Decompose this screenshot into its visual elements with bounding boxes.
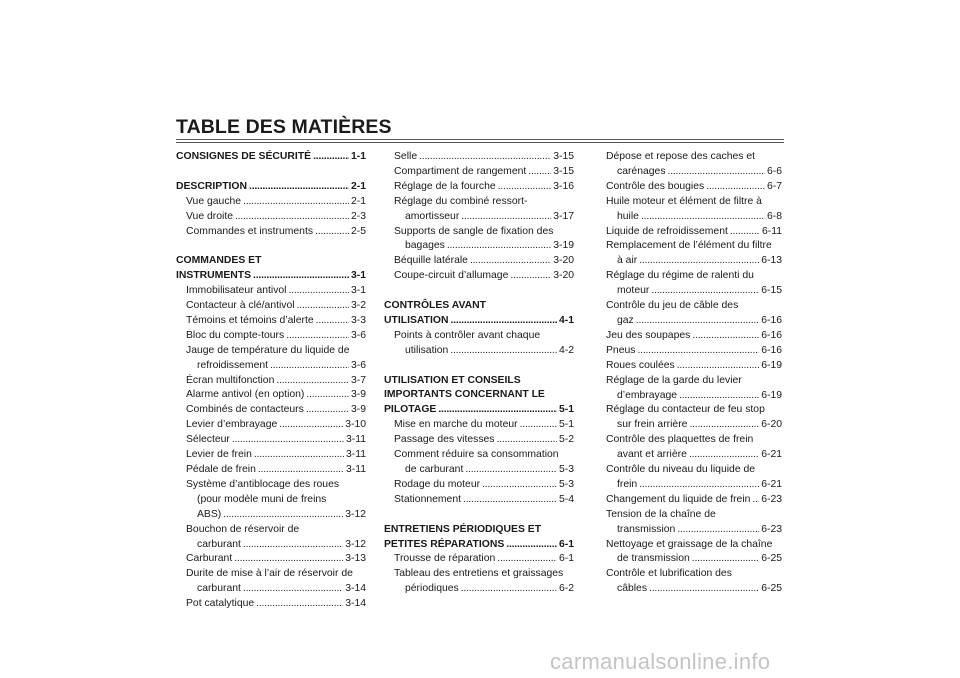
toc-entry-text: sur frein arrière xyxy=(617,419,688,431)
toc-page-number: 3-11 xyxy=(345,464,366,475)
dot-leader xyxy=(243,538,343,553)
toc-page-number: 5-2 xyxy=(558,434,574,446)
dot-leader xyxy=(450,344,557,359)
dot-leader xyxy=(498,180,552,195)
dot-leader xyxy=(752,493,759,508)
toc-page-number: 3-9 xyxy=(350,404,366,416)
toc-entry-text: Réglage du combiné ressort- xyxy=(394,195,528,207)
dot-leader xyxy=(689,418,759,433)
toc-entry-text: Sélecteur xyxy=(186,434,230,446)
dot-leader xyxy=(677,523,759,538)
dot-leader xyxy=(465,463,557,478)
toc-entry-text: (pour modèle muni de freins xyxy=(197,493,327,505)
dot-leader xyxy=(306,403,349,418)
toc-entry[interactable] xyxy=(596,239,782,269)
toc-entry-text: Contrôle des plaquettes de frein xyxy=(606,434,754,446)
toc-entry[interactable] xyxy=(176,374,366,389)
dot-leader xyxy=(419,150,551,165)
dot-leader xyxy=(234,552,343,567)
toc-page-number: 1-1 xyxy=(350,151,366,162)
dot-leader xyxy=(447,239,551,254)
dot-leader xyxy=(270,359,349,374)
toc-entry-text: Contacteur à clé/antivol xyxy=(186,300,295,312)
dot-leader xyxy=(692,552,759,567)
toc-entry-text: Vue droite xyxy=(186,210,233,222)
toc-entry-text: Pot catalytique xyxy=(186,598,255,610)
toc-page-number: 3-14 xyxy=(345,583,366,595)
toc-entry-text: Réglage de la garde du levier xyxy=(606,374,742,386)
toc-entry-text: Bouchon de réservoir de xyxy=(186,523,300,535)
toc-entry-text: carénages xyxy=(617,165,666,177)
dot-leader xyxy=(249,180,349,195)
toc-entry[interactable] xyxy=(384,165,574,180)
toc-page-number: 3-3 xyxy=(350,314,366,326)
toc-page-number: 3-10 xyxy=(345,419,366,431)
dot-leader xyxy=(297,299,349,314)
toc-entry[interactable] xyxy=(384,552,574,567)
dot-leader xyxy=(470,254,551,269)
toc-page-number: 3-1 xyxy=(350,285,366,297)
toc-entry-text: Pneus xyxy=(606,344,636,356)
toc-entry-text: COMMANDES ET xyxy=(176,255,262,267)
dot-leader xyxy=(258,463,344,478)
toc-entry-text: transmission xyxy=(617,523,676,535)
toc-entry-text: Huile moteur et élément de filtre à xyxy=(606,195,762,207)
toc-entry-text: bagages xyxy=(405,240,445,252)
toc-page-number: 5-3 xyxy=(558,464,574,475)
toc-entry-text: Alarme antivol (en option) xyxy=(186,389,305,401)
toc-entry-text: Pédale de frein xyxy=(186,464,256,475)
toc-entry[interactable] xyxy=(176,523,366,553)
toc-entry[interactable] xyxy=(384,180,574,195)
toc-page-number: 3-12 xyxy=(345,508,366,520)
toc-entry-text: amortisseur xyxy=(405,210,460,222)
toc-entry[interactable] xyxy=(176,299,366,314)
toc-entry[interactable] xyxy=(384,418,574,433)
toc-entry-text: Points à contrôler avant chaque xyxy=(394,329,541,341)
toc-entry-text: Coupe-circuit d’allumage xyxy=(394,270,509,282)
dot-leader xyxy=(692,329,759,344)
toc-page-number: 3-11 xyxy=(345,434,366,446)
toc-entry-text: Rodage du moteur xyxy=(394,478,481,490)
toc-spacer xyxy=(384,508,574,523)
toc-page-number: 6-19 xyxy=(761,359,782,371)
toc-entry[interactable] xyxy=(384,478,574,493)
toc-entry[interactable] xyxy=(596,463,782,493)
dot-leader xyxy=(243,195,349,210)
toc-column-2 xyxy=(384,150,574,597)
dot-leader xyxy=(639,254,759,269)
toc-page-number: 6-19 xyxy=(761,389,782,401)
dot-leader xyxy=(497,433,557,448)
toc-entry[interactable] xyxy=(596,433,782,463)
toc-spacer xyxy=(176,165,366,180)
toc-page-number: 5-1 xyxy=(558,404,574,416)
toc-section-entry[interactable] xyxy=(176,254,366,284)
toc-entry-text: Combinés de contacteurs xyxy=(186,404,304,416)
toc-entry-text: de carburant xyxy=(405,464,464,475)
dot-leader xyxy=(636,314,759,329)
toc-entry-text: refroidissement xyxy=(197,359,269,371)
toc-entry[interactable] xyxy=(176,403,366,418)
toc-page-number: 3-16 xyxy=(553,180,574,192)
toc-page-number: 3-7 xyxy=(350,374,366,386)
toc-entry-text: Levier d’embrayage xyxy=(186,419,278,431)
toc-entry[interactable] xyxy=(384,329,574,359)
dot-leader xyxy=(235,210,349,225)
toc-entry[interactable] xyxy=(176,418,366,433)
toc-entry-text: Durite de mise à l’air de réservoir de xyxy=(186,568,353,580)
toc-entry-text: Mise en marche du moteur xyxy=(394,419,518,431)
toc-entry-text: Témoins et témoins d’alerte xyxy=(186,314,314,326)
toc-page-number: 6-21 xyxy=(761,478,782,490)
dot-leader xyxy=(315,225,349,240)
toc-page-number: 2-5 xyxy=(350,225,366,237)
toc-entry-text: Béquille latérale xyxy=(394,255,468,267)
toc-entry[interactable] xyxy=(176,314,366,329)
dot-leader xyxy=(313,150,349,165)
toc-page-number: 6-11 xyxy=(761,225,782,237)
toc-entry-text: Réglage du contacteur de feu stop xyxy=(606,404,765,416)
toc-entry[interactable] xyxy=(384,195,574,225)
toc-page-number: 2-1 xyxy=(350,180,366,192)
toc-page-number: 6-15 xyxy=(761,285,782,297)
toc-spacer xyxy=(176,239,366,254)
dot-leader xyxy=(510,269,551,284)
toc-page-number: 3-1 xyxy=(350,270,366,282)
dot-leader xyxy=(253,269,349,284)
toc-spacer xyxy=(384,359,574,374)
toc-entry[interactable] xyxy=(596,403,782,433)
toc-page-number: 6-1 xyxy=(558,538,574,550)
toc-entry[interactable] xyxy=(176,329,366,344)
toc-entry[interactable] xyxy=(384,269,574,284)
dot-leader xyxy=(243,582,343,597)
toc-entry-text: Remplacement de l’élément du filtre xyxy=(606,240,772,252)
toc-entry-text: d’embrayage xyxy=(617,389,678,401)
toc-entry-text: Système d’antiblocage des roues xyxy=(186,478,340,490)
toc-entry[interactable] xyxy=(176,478,366,523)
toc-spacer xyxy=(384,284,574,299)
page-title: TABLE DES MATIÈRES xyxy=(176,116,392,138)
toc-page-number: 6-13 xyxy=(761,255,782,267)
toc-page-number: 6-2 xyxy=(558,583,574,595)
dot-leader xyxy=(461,210,551,225)
toc-entry-text: Stationnement xyxy=(394,493,462,505)
toc-page-number: 6-16 xyxy=(761,314,782,326)
toc-entry[interactable] xyxy=(176,433,366,448)
dot-leader xyxy=(288,284,348,299)
title-rule xyxy=(176,139,784,143)
toc-entry-text: Réglage de la fourche xyxy=(394,180,496,192)
toc-page-number: 6-16 xyxy=(761,344,782,356)
toc-entry[interactable] xyxy=(176,284,366,299)
dot-leader xyxy=(641,210,765,225)
toc-entry[interactable] xyxy=(596,269,782,299)
toc-section-entry[interactable] xyxy=(384,374,574,419)
toc-section-entry[interactable] xyxy=(176,150,366,165)
toc-entry-text: carburant xyxy=(197,538,241,550)
dot-leader xyxy=(306,388,349,403)
toc-page-number: 3-15 xyxy=(553,151,574,162)
toc-page-number: 6-23 xyxy=(761,523,782,535)
toc-column-3 xyxy=(596,150,782,597)
toc-page-number: 3-13 xyxy=(345,553,366,565)
toc-column-1 xyxy=(176,150,366,612)
toc-entry-text: avant et arrière xyxy=(617,449,687,461)
toc-entry-text: Levier de frein xyxy=(186,449,252,461)
toc-entry[interactable] xyxy=(176,344,366,374)
toc-entry[interactable] xyxy=(596,195,782,225)
dot-leader xyxy=(286,329,349,344)
toc-page-number: 6-6 xyxy=(766,165,782,177)
toc-page-number: 3-20 xyxy=(553,270,574,282)
toc-page-number: 6-1 xyxy=(558,553,574,565)
toc-page-number: 3-12 xyxy=(345,538,366,550)
toc-entry[interactable] xyxy=(384,448,574,478)
dot-leader xyxy=(438,403,557,418)
toc-page-number: 5-4 xyxy=(558,493,574,505)
watermark: carmanualsonline.info xyxy=(550,649,771,674)
toc-page-number: 6-25 xyxy=(761,583,782,595)
dot-leader xyxy=(677,359,759,374)
toc-entry-text: Contrôle et lubrification des xyxy=(606,568,732,580)
toc-page-number: 4-2 xyxy=(558,344,574,356)
dot-leader xyxy=(316,314,349,329)
toc-entry-text: Trousse de réparation xyxy=(394,553,496,565)
toc-entry-text: DESCRIPTION xyxy=(176,180,248,192)
toc-entry-text: Compartiment de rangement xyxy=(394,165,527,177)
toc-entry[interactable] xyxy=(176,195,366,210)
dot-leader xyxy=(689,448,759,463)
toc-page-number: 3-6 xyxy=(350,329,366,341)
toc-entry-text: Contrôle du niveau du liquide de xyxy=(606,464,756,476)
toc-page-number: 3-11 xyxy=(345,449,366,461)
toc-entry[interactable] xyxy=(596,567,782,597)
toc-entry[interactable] xyxy=(176,225,366,240)
toc-entry-text: IMPORTANTS CONCERNANT LE xyxy=(384,389,545,401)
toc-entry-text: Jeu des soupapes xyxy=(606,329,691,341)
toc-page-number: 5-1 xyxy=(558,419,574,431)
toc-entry[interactable] xyxy=(176,388,366,403)
toc-entry-text: Dépose et repose des caches et xyxy=(606,151,756,162)
toc-entry[interactable] xyxy=(596,150,782,180)
toc-entry-text: Bloc du compte-tours xyxy=(186,329,285,341)
toc-page-number: 3-15 xyxy=(553,165,574,177)
toc-entry-text: Commandes et instruments xyxy=(186,225,314,237)
toc-entry-text: PETITES RÉPARATIONS xyxy=(384,538,505,550)
toc-entry-text: Changement du liquide de frein xyxy=(606,493,751,505)
toc-entry-text: Vue gauche xyxy=(186,195,242,207)
toc-page-number: 3-6 xyxy=(350,359,366,371)
toc-entry-text: ENTRETIENS PÉRIODIQUES ET xyxy=(384,523,542,535)
toc-page-number: 6-16 xyxy=(761,329,782,341)
dot-leader xyxy=(679,389,759,404)
toc-entry[interactable] xyxy=(176,552,366,567)
toc-entry-text: UTILISATION xyxy=(384,314,449,326)
toc-page-number: 6-7 xyxy=(766,180,782,192)
toc-page-number: 5-3 xyxy=(558,478,574,490)
toc-page-number: 6-25 xyxy=(761,553,782,565)
toc-entry[interactable] xyxy=(176,210,366,225)
dot-leader xyxy=(706,180,765,195)
dot-leader xyxy=(506,538,557,553)
toc-entry-text: Tension de la chaîne de xyxy=(606,508,716,520)
toc-entry-text: à air xyxy=(617,255,638,267)
toc-entry-text: CONSIGNES DE SÉCURITÉ xyxy=(176,151,312,162)
toc-entry[interactable] xyxy=(384,433,574,448)
toc-entry-text: Contrôle des bougies xyxy=(606,180,705,192)
dot-leader xyxy=(223,508,343,523)
toc-entry[interactable] xyxy=(596,508,782,538)
toc-entry[interactable] xyxy=(596,374,782,404)
toc-entry-text: de transmission xyxy=(617,553,690,565)
dot-leader xyxy=(482,478,557,493)
toc-entry-text: Passage des vitesses xyxy=(394,434,495,446)
toc-entry[interactable] xyxy=(596,180,782,195)
dot-leader xyxy=(254,448,344,463)
toc-entry-text: Supports de sangle de fixation des xyxy=(394,225,554,237)
dot-leader xyxy=(256,597,343,612)
toc-page-number: 6-23 xyxy=(761,493,782,505)
toc-entry-text: Nettoyage et graissage de la chaîne xyxy=(606,538,773,550)
toc-entry-text: Contrôle du jeu de câble des xyxy=(606,300,739,312)
toc-entry-text: frein xyxy=(617,478,638,490)
toc-entry-text: Roues coulées xyxy=(606,359,675,371)
toc-entry[interactable] xyxy=(596,344,782,359)
toc-entry[interactable] xyxy=(596,329,782,344)
toc-entry[interactable] xyxy=(596,538,782,568)
toc-page-number: 3-14 xyxy=(345,598,366,610)
dot-leader xyxy=(651,284,759,299)
toc-entry[interactable] xyxy=(596,359,782,374)
dot-leader xyxy=(279,418,343,433)
dot-leader xyxy=(463,493,557,508)
toc-entry-text: Tableau des entretiens et graissages xyxy=(394,568,564,580)
toc-page-number: 2-3 xyxy=(350,210,366,222)
dot-leader xyxy=(637,344,759,359)
dot-leader xyxy=(520,418,557,433)
dot-leader xyxy=(450,314,557,329)
toc-entry[interactable] xyxy=(176,567,366,597)
toc-entry[interactable] xyxy=(176,448,366,463)
toc-page-number: 6-20 xyxy=(761,419,782,431)
toc-entry-text: Liquide de refroidissement xyxy=(606,225,728,237)
toc-entry-text: Immobilisateur antivol xyxy=(186,285,287,297)
toc-entry[interactable] xyxy=(176,463,366,478)
toc-page-number: 3-9 xyxy=(350,389,366,401)
toc-entry-text: gaz xyxy=(617,314,634,326)
dot-leader xyxy=(730,225,760,240)
toc-section-entry[interactable] xyxy=(176,180,366,195)
toc-entry-text: carburant xyxy=(197,583,241,595)
toc-entry-text: moteur xyxy=(617,285,650,297)
toc-page-number: 2-1 xyxy=(350,195,366,207)
toc-section-entry[interactable] xyxy=(384,299,574,329)
dot-leader xyxy=(528,165,551,180)
toc-entry-text: CONTRÔLES AVANT xyxy=(384,300,486,312)
dot-leader xyxy=(497,552,557,567)
toc-entry-text: huile xyxy=(617,210,639,222)
toc-entry[interactable] xyxy=(384,567,574,597)
toc-entry-text: PILOTAGE xyxy=(384,404,437,416)
toc-entry[interactable] xyxy=(384,493,574,508)
toc-entry-text: Jauge de température du liquide de xyxy=(186,344,350,356)
toc-entry[interactable] xyxy=(176,597,366,612)
toc-entry-text: Écran multifonction xyxy=(186,374,275,386)
toc-entry[interactable] xyxy=(596,299,782,329)
toc-entry[interactable] xyxy=(596,493,782,508)
toc-page-number: 6-8 xyxy=(766,210,782,222)
toc-page-number: 6-21 xyxy=(761,449,782,461)
dot-leader xyxy=(232,433,344,448)
toc-entry-text: Selle xyxy=(394,151,418,162)
toc-entry-text: utilisation xyxy=(405,344,449,356)
toc-entry-text: INSTRUMENTS xyxy=(176,270,252,282)
toc-entry[interactable] xyxy=(384,150,574,165)
toc-entry-text: périodiques xyxy=(405,583,459,595)
toc-section-entry[interactable] xyxy=(384,523,574,553)
toc-entry-text: Comment réduire sa consommation xyxy=(394,449,559,461)
dot-leader xyxy=(276,374,349,389)
toc-entry[interactable] xyxy=(596,225,782,240)
toc-page-number: 3-19 xyxy=(553,240,574,252)
toc-page-number: 3-2 xyxy=(350,300,366,312)
toc-page-number: 3-17 xyxy=(553,210,574,222)
toc-page-number: 4-1 xyxy=(558,314,574,326)
toc-entry-text: UTILISATION ET CONSEILS xyxy=(384,374,521,386)
toc-entry[interactable] xyxy=(384,225,574,255)
toc-entry[interactable] xyxy=(384,254,574,269)
toc-entry-text: Réglage du régime de ralenti du xyxy=(606,270,754,282)
dot-leader xyxy=(649,582,759,597)
dot-leader xyxy=(639,478,759,493)
toc-entry-text: Carburant xyxy=(186,553,233,565)
toc-entry-text: câbles xyxy=(617,583,648,595)
dot-leader xyxy=(461,582,557,597)
toc-entry-text: ABS) xyxy=(197,508,222,520)
toc-page-number: 3-20 xyxy=(553,255,574,267)
dot-leader xyxy=(668,165,765,180)
